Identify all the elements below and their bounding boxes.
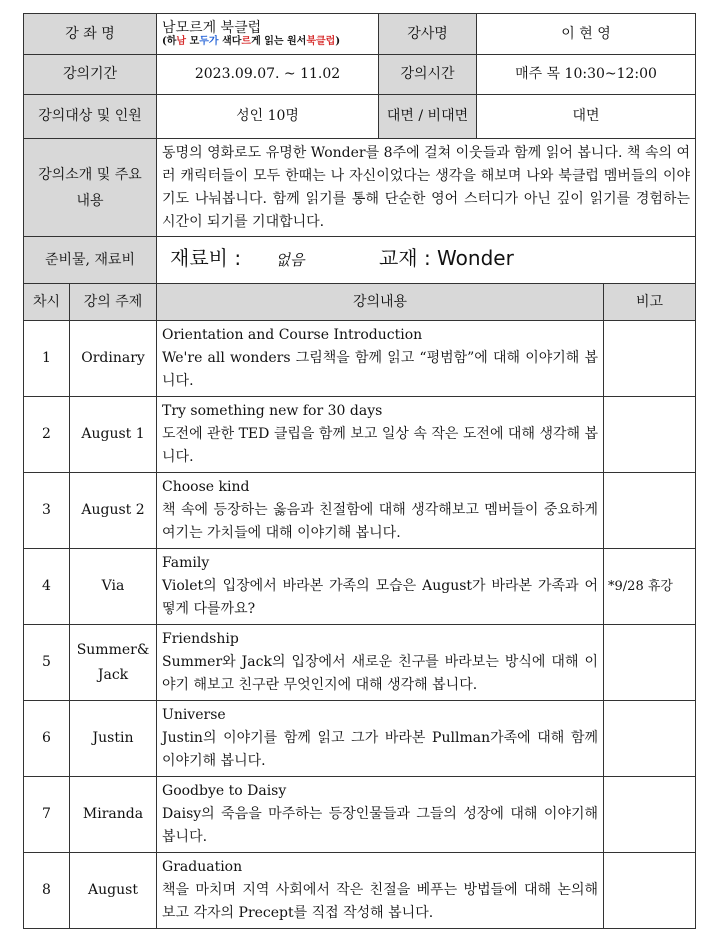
- session-title: Choose kind: [162, 479, 250, 495]
- session-topic: August: [70, 853, 157, 929]
- session-number: 6: [24, 701, 70, 777]
- session-row: [24, 777, 696, 853]
- session-text: We're all wonders 그림책을 함께 읽고 “평범함”에 대해 이야기해 봅니다.: [162, 350, 599, 389]
- session-note: [604, 397, 696, 473]
- fee-value: 없음: [275, 251, 305, 269]
- session-topic: August 1: [70, 397, 157, 473]
- session-number: 1: [24, 321, 70, 397]
- session-note: [604, 853, 696, 929]
- session-topic: August 2: [70, 473, 157, 549]
- session-row: [24, 625, 696, 701]
- time-label: 강의시간: [379, 55, 477, 95]
- session-number: 8: [24, 853, 70, 929]
- session-number: 4: [24, 549, 70, 625]
- instructor-label: 강사명: [379, 14, 477, 55]
- session-title: Graduation: [162, 859, 243, 875]
- session-text: Violet의 입장에서 바라본 가족의 모습은 August가 바라본 가족과 어떻게 다를까요?: [162, 578, 599, 617]
- session-title: Try something new for 30 days: [162, 403, 383, 419]
- session-number: 5: [24, 625, 70, 701]
- materials-value: [157, 237, 696, 284]
- course-title-cell: [157, 14, 379, 55]
- target-row: [24, 95, 696, 139]
- session-row: [24, 321, 696, 397]
- session-topic: Ordinary: [70, 321, 157, 397]
- fee-label: 재료비 :: [170, 246, 242, 270]
- target-value: 성인 10명: [157, 95, 379, 139]
- session-text: 도전에 관한 TED 클립을 함께 보고 일상 속 작은 도전에 대해 생각해 봅니다.: [162, 426, 599, 465]
- materials-row: [24, 237, 696, 284]
- schedule-header-row: [24, 284, 696, 321]
- session-content: [157, 321, 604, 397]
- session-topic: Miranda: [70, 777, 157, 853]
- session-note: [604, 777, 696, 853]
- session-text: Summer와 Jack의 입장에서 새로운 친구를 바라보는 방식에 대해 이야기 해보고 친구란 무엇인지에 대해 생각해 봅니다.: [162, 654, 599, 693]
- instructor-name: 이 현 영: [477, 14, 696, 55]
- session-note: [604, 701, 696, 777]
- session-title: Universe: [162, 707, 226, 723]
- intro-text: 동명의 영화로도 유명한 Wonder를 8주에 걸쳐 이웃들과 함께 읽어 봅니다. 책 속의 여러 캐릭터들이 모두 한때는 나 자신이었다는 생각을 해보며 나와 북클럽 멤버들의 이야기도 나눠봅니다. 함께 읽기를 통해 단순한 영어 스터디가 아닌 깊이 읽기를 경험하는 시간이 되기를 기대합니다.: [157, 139, 696, 237]
- topic-header: 강의 주제: [70, 284, 157, 321]
- period-label: 강의기간: [24, 55, 157, 95]
- content-header: 강의내용: [157, 284, 604, 321]
- period-value: 2023.09.07. ~ 11.02: [157, 55, 379, 95]
- session-row: [24, 549, 696, 625]
- session-text: Justin의 이야기를 함께 읽고 그가 바라본 Pullman가족에 대해 함께 이야기해 봅니다.: [162, 730, 599, 769]
- intro-row: [24, 139, 696, 237]
- session-text: 책을 마치며 지역 사회에서 작은 친절을 베푸는 방법들에 대해 논의해 보고 각자의 Precept를 직접 작성해 봅니다.: [162, 882, 599, 921]
- textbook-label: 교재 : Wonder: [378, 246, 514, 270]
- course-title: 남모르게 북클럽: [162, 20, 262, 36]
- session-note: *9/28 휴강: [604, 549, 696, 625]
- session-content: [157, 473, 604, 549]
- mode-value: 대면: [477, 95, 696, 139]
- period-row: [24, 55, 696, 95]
- session-number: 2: [24, 397, 70, 473]
- session-row: [24, 397, 696, 473]
- session-title: Family: [162, 555, 210, 571]
- session-number: 3: [24, 473, 70, 549]
- note-header: 비고: [604, 284, 696, 321]
- session-topic: Via: [70, 549, 157, 625]
- session-note: [604, 473, 696, 549]
- course-subtitle: (하남 모두가 색다르게 읽는 원서북클럽): [162, 36, 341, 47]
- session-title: Goodbye to Daisy: [162, 783, 287, 799]
- session-header: 차시: [24, 284, 70, 321]
- session-topic: Summer& Jack: [70, 625, 157, 701]
- session-row: [24, 701, 696, 777]
- time-value: 매주 목 10:30~12:00: [477, 55, 696, 95]
- session-number: 7: [24, 777, 70, 853]
- session-topic: Justin: [70, 701, 157, 777]
- session-content: [157, 397, 604, 473]
- session-title: Orientation and Course Introduction: [162, 327, 423, 343]
- mode-label: 대면 / 비대면: [379, 95, 477, 139]
- session-content: [157, 625, 604, 701]
- session-title: Friendship: [162, 631, 239, 647]
- course-name-label: 강 좌 명: [24, 14, 157, 55]
- intro-label: 강의소개 및 주요내용: [24, 139, 157, 237]
- materials-label: 준비물, 재료비: [24, 237, 157, 284]
- session-content: [157, 549, 604, 625]
- session-row: [24, 473, 696, 549]
- session-note: [604, 321, 696, 397]
- session-content: [157, 701, 604, 777]
- session-row: [24, 853, 696, 929]
- session-note: [604, 625, 696, 701]
- session-content: [157, 853, 604, 929]
- target-label: 강의대상 및 인원: [24, 95, 157, 139]
- session-text: Daisy의 죽음을 마주하는 등장인물들과 그들의 성장에 대해 이야기해 봅니다.: [162, 806, 599, 845]
- course-plan-table: [23, 13, 696, 929]
- session-content: [157, 777, 604, 853]
- session-text: 책 속에 등장하는 옳음과 친절함에 대해 생각해보고 멤버들이 중요하게 여기는 가치들에 대해 이야기해 봅니다.: [162, 502, 599, 541]
- course-name-row: [24, 14, 696, 55]
